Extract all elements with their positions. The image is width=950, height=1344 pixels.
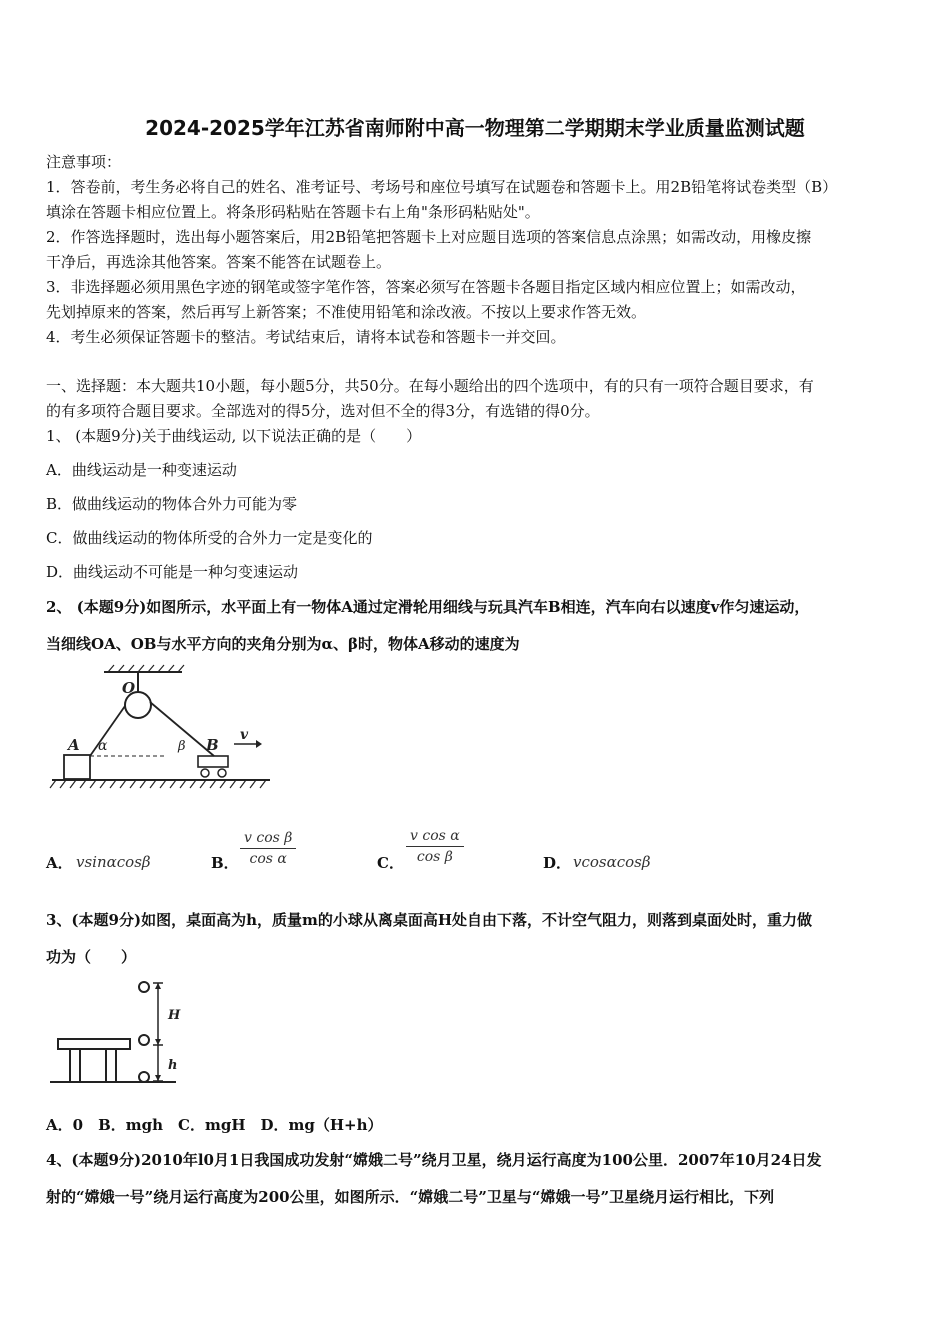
question-2-option-d-label: D． [543,854,572,872]
question-2-option-a-expr: vsinαcosβ [76,853,151,871]
label-beta: β [178,739,186,754]
question-1-option-d: D．曲线运动不可能是一种匀变速运动 [46,563,299,581]
fraction-numerator: v cos α [406,828,464,847]
question-4-stem: 4、(本题9分)2010年l0月1日我国成功发射“嫦娥二号”绕月卫星，绕月运行高度为100公里．2007年10月24日发 [46,1151,822,1169]
question-1-option-a: A．曲线运动是一种变速运动 [46,461,237,479]
label-h: h [168,1058,178,1073]
notice-line: 4．考生必须保证答题卡的整洁。考试结束后，请将本试卷和答题卡一并交回。 [46,328,566,346]
notice-line: 1．答卷前，考生务必将自己的姓名、准考证号、考场号和座位号填写在试题卷和答题卡上。用2B铅笔将试卷类型（B） [46,178,838,196]
question-2-stem: 2、 (本题9分)如图所示，水平面上有一物体A通过定滑轮用细线与玩具汽车B相连，汽车向右以速度v作匀速运动， [46,598,810,616]
notice-line: 2．作答选择题时，选出每小题答案后，用2B铅笔把答题卡上对应题目选项的答案信息点涂黑；如需改动，用橡皮擦 [46,228,812,246]
question-3-options: A．0 B．mgh C．mgH D．mg（H+h） [46,1116,383,1134]
question-2-option-d-expr: vcosαcosβ [573,853,651,871]
label-alpha: α [98,738,108,754]
fraction-numerator: v cos β [240,830,296,849]
question-4-stem: 射的“嫦娥一号”绕月运行高度为200公里，如图所示．“嫦娥二号”卫星与“嫦娥一号”卫星绕月运行相比，下列 [46,1188,775,1206]
label-H: H [168,1008,181,1023]
label-a: A [68,736,80,754]
label-v: v [240,727,249,743]
question-1-stem: 1、 (本题9分)关于曲线运动, 以下说法正确的是（ ） [46,427,422,445]
section-instructions: 一、选择题：本大题共10小题，每小题5分，共50分。在每小题给出的四个选项中，有的只有一项符合题目要求，有 [46,377,814,395]
fraction-denominator: cos β [416,849,453,865]
notice-line: 3．非选择题必须用黑色字迹的钢笔或签字笔作答，答案必须写在答题卡各题目指定区域内相应位置上；如需改动， [46,278,806,296]
pulley-diagram [46,664,276,794]
question-1-option-b: B．做曲线运动的物体合外力可能为零 [46,495,298,513]
question-2-option-c-fraction [406,828,464,865]
question-2-option-a-label: A． [46,854,73,872]
question-2-option-b-fraction [240,830,296,867]
notice-heading: 注意事项： [46,153,122,171]
question-3-stem: 3、(本题9分)如图，桌面高为h，质量m的小球从离桌面高H处自由下落，不计空气阻力，则落到桌面处时，重力做 [46,911,813,929]
falling-ball-diagram [46,977,186,1087]
label-o: O [122,679,136,697]
label-b: B [206,736,219,754]
question-1-option-c: C．做曲线运动的物体所受的合外力一定是变化的 [46,529,373,547]
fraction-denominator: cos α [249,851,287,867]
notice-line: 填涂在答题卡相应位置上。将条形码粘贴在答题卡右上角"条形码粘贴处"。 [46,203,540,221]
question-3-stem: 功为（ ） [46,948,137,966]
notice-line: 先划掉原来的答案，然后再写上新答案；不准使用铅笔和涂改液。不按以上要求作答无效。 [46,303,647,321]
question-2-stem: 当细线OA、OB与水平方向的夹角分别为α、β时，物体A移动的速度为 [46,635,520,653]
question-2-option-c-label: C． [377,854,404,872]
question-2-option-b-label: B． [211,854,239,872]
notice-line: 干净后，再选涂其他答案。答案不能答在试题卷上。 [46,253,392,271]
page-title: 2024-2025学年江苏省南师附中高一物理第二学期期末学业质量监测试题 [145,116,805,140]
section-instructions: 的有多项符合题目要求。全部选对的得5分，选对但不全的得3分，有选错的得0分。 [46,402,600,420]
